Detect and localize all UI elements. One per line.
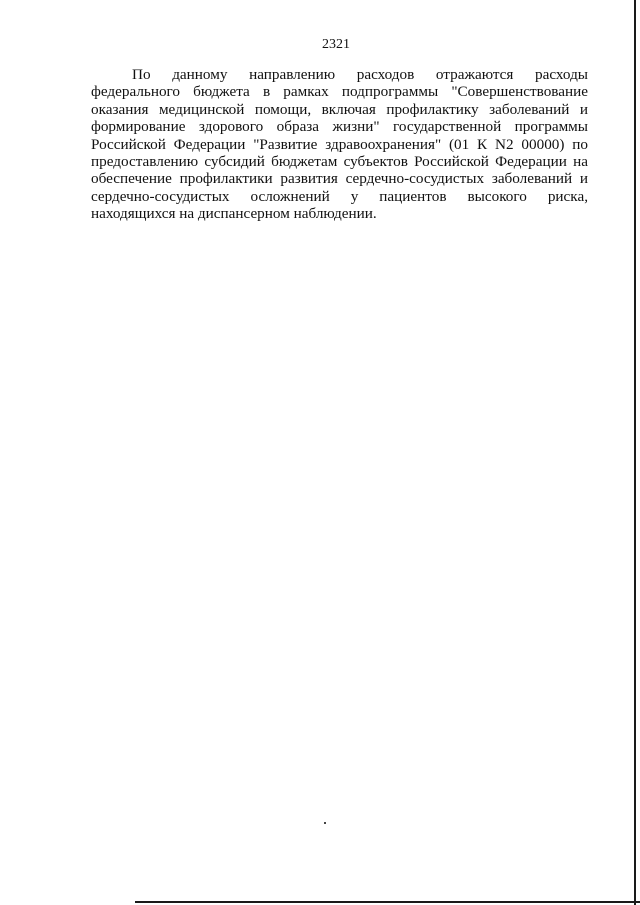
body-paragraph: По данному направлению расходов отражаются расходы федерального бюджета в рамках подпрограммы "Совершенствование оказания медицинской помощи, включая профилактику заболеваний и формирование здорового образа жизни" государственной программы Российской Федерации "Развитие здравоохранения" (01 К N2 00000) по предоставлению субсидий бюджетам субъектов Российской Федерации на обеспечение профилактики развития сердечно-сосудистых заболеваний и сердечно-сосудистых осложнений у пациентов высокого риска, находящихся на диспансерном наблюдении. — [91, 66, 588, 223]
page-number: 2321 — [322, 37, 350, 52]
scan-edge-bottom — [135, 901, 640, 903]
scan-edge-right — [634, 0, 636, 905]
scan-speck — [324, 822, 326, 824]
